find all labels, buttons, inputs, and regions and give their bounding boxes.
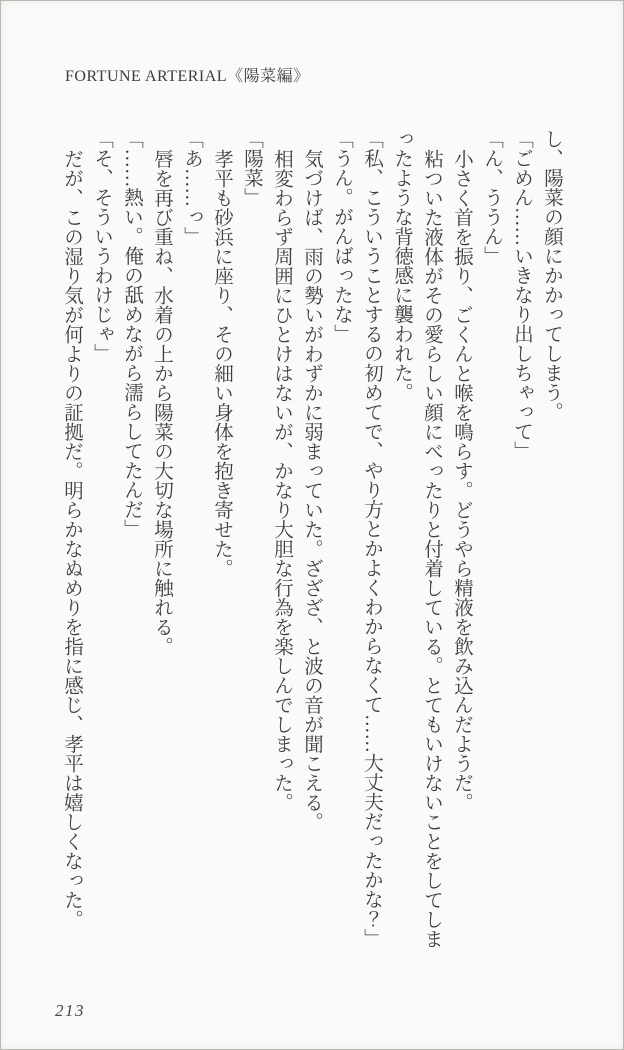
paragraph: 気づけば、雨の勢いがわずかに弱まっていた。ざざざ、と波の音が聞こえる。	[301, 148, 322, 831]
paragraph: 孝平も砂浜に座り、その細い身体を抱き寄せた。	[211, 148, 232, 578]
paragraph: 「私、こういうことするの初めてで、やり方とかよくわからなくて……大丈夫だったかな？」	[361, 129, 382, 948]
body-text	[56, 129, 566, 957]
paragraph: 唇を再び重ね、水着の上から陽菜の大切な場所に触れる。	[151, 148, 172, 656]
paragraph: 「あ……っ」	[181, 129, 202, 246]
paragraph: 「ん、ううん」	[481, 129, 502, 266]
paragraph: 粘ついた液体がその愛らしい顔にべったりと付着している。とてもいけないことをしてしまったような背徳感に襲われた。	[391, 129, 442, 948]
paragraph: 相変わらず周囲にひとけはないが、かなり大胆な行為を楽しんでしまった。	[271, 148, 292, 812]
paragraph: 「陽菜」	[241, 129, 262, 207]
paragraph: 「……熱い。俺の舐めながら濡らしてたんだ」	[121, 129, 142, 539]
paragraph: 「そ、そういうわけじゃ」	[91, 129, 112, 363]
paragraph: し、陽菜の顔にかかってしまう。	[541, 129, 562, 422]
paragraph: 「ごめん……いきなり出しちゃって」	[511, 129, 532, 461]
paragraph: 「うん。がんばったな」	[331, 129, 352, 344]
paragraph: だが、この湿り気が何よりの証拠だ。明らかなぬめりを指に感じ、孝平は嬉しくなった。	[61, 148, 82, 929]
paragraph: 小さく首を振り、ごくんと喉を鳴らす。どうやら精液を飲み込んだようだ。	[451, 148, 472, 812]
page-number: 213	[55, 1001, 85, 1020]
running-head: FORTUNE ARTERIAL《陽菜編》	[65, 68, 310, 85]
